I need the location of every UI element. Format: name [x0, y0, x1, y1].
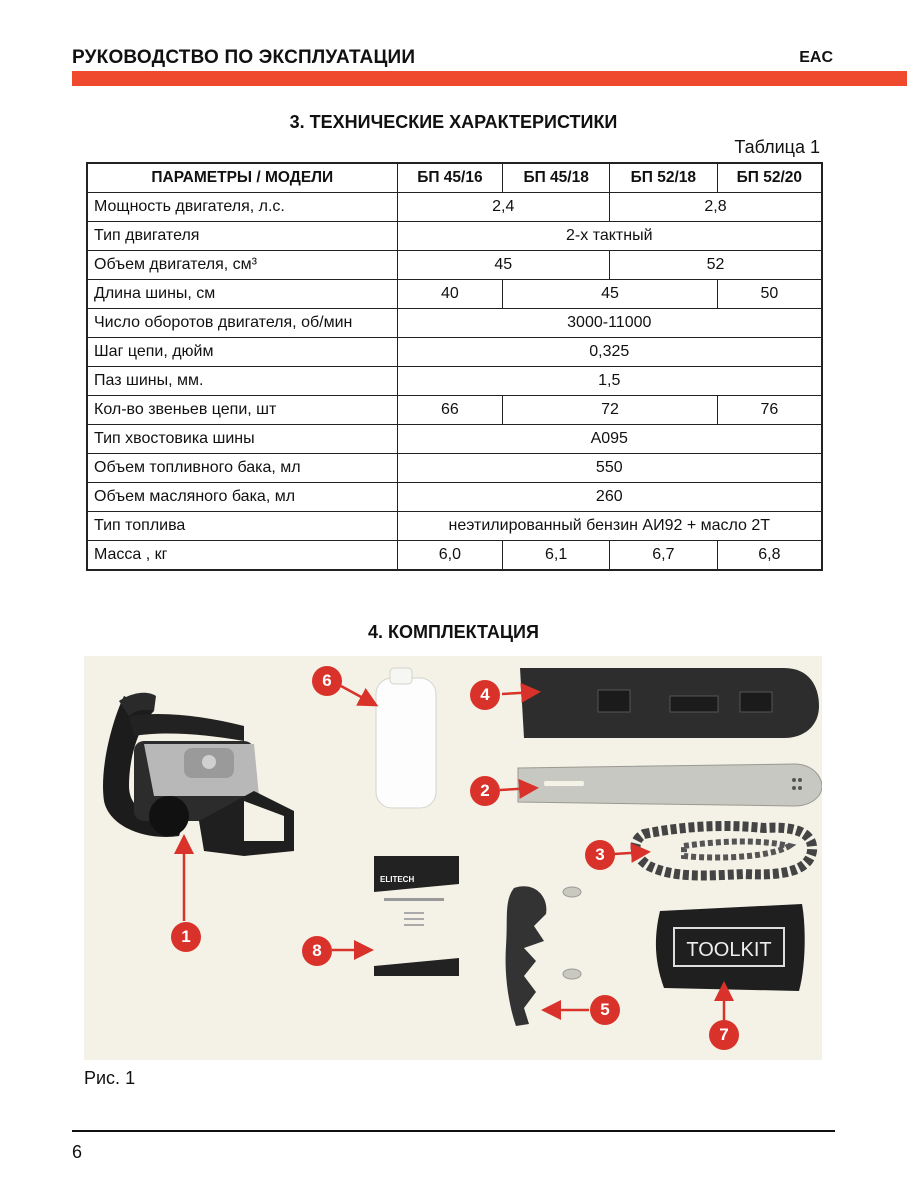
table-row [87, 251, 822, 280]
param-label: Кол-во звеньев цепи, шт [87, 396, 397, 425]
value-cell: 50 [717, 280, 822, 309]
table-row [87, 280, 822, 309]
param-label: Тип топлива [87, 512, 397, 541]
header-param: ПАРАМЕТРЫ / МОДЕЛИ [87, 163, 397, 193]
user-manual-icon [374, 856, 459, 976]
table-row [87, 338, 822, 367]
table-row [87, 541, 822, 571]
param-label: Масса , кг [87, 541, 397, 571]
param-label: Длина шины, см [87, 280, 397, 309]
value-cell: 260 [397, 483, 822, 512]
header-model: БП 52/20 [717, 163, 822, 193]
value-cell: 45 [503, 280, 717, 309]
table-row [87, 454, 822, 483]
param-label: Объем топливного бака, мл [87, 454, 397, 483]
eac-mark: EAC [799, 49, 833, 66]
toolkit-label: TOOLKIT [686, 939, 772, 961]
table-row [87, 309, 822, 338]
value-cell: A095 [397, 425, 822, 454]
param-label: Тип хвостовика шины [87, 425, 397, 454]
spec-table [86, 162, 823, 571]
footer-rule [72, 1130, 835, 1132]
param-label: Объем двигателя, см³ [87, 251, 397, 280]
table-row [87, 483, 822, 512]
callout-6: 6 [312, 666, 342, 696]
page-number: 6 [72, 1142, 83, 1162]
chain-catcher-icon [506, 886, 581, 1026]
arrow-6 [341, 686, 374, 704]
manual-brand: ELITECH [380, 875, 415, 884]
table-header-row [87, 163, 822, 193]
value-cell: 6,7 [610, 541, 718, 571]
chainsaw-icon [103, 693, 294, 856]
value-cell: 2,4 [397, 193, 609, 222]
value-cell: неэтилированный бензин АИ92 + масло 2Т [397, 512, 822, 541]
value-cell: 2-х тактный [397, 222, 822, 251]
table-row [87, 367, 822, 396]
param-label: Паз шины, мм. [87, 367, 397, 396]
header-model: БП 45/16 [397, 163, 503, 193]
header-accent-bar [72, 71, 907, 86]
callout-2: 2 [470, 776, 500, 806]
value-cell: 72 [503, 396, 717, 425]
equipment-photo [84, 656, 822, 1060]
guide-bar-icon [518, 764, 822, 806]
toolkit-bag-icon [656, 904, 805, 991]
value-cell: 76 [717, 396, 822, 425]
value-cell: 3000-11000 [397, 309, 822, 338]
table-row [87, 425, 822, 454]
value-cell: 66 [397, 396, 503, 425]
param-label: Тип двигателя [87, 222, 397, 251]
equipment-illustration [84, 656, 822, 1060]
header-model: БП 52/18 [610, 163, 718, 193]
table-row [87, 512, 822, 541]
header-model: БП 45/18 [503, 163, 610, 193]
param-label: Объем масляного бака, мл [87, 483, 397, 512]
table-row [87, 193, 822, 222]
value-cell: 52 [610, 251, 823, 280]
value-cell: 550 [397, 454, 822, 483]
section-3-title: 3. ТЕХНИЧЕСКИЕ ХАРАКТЕРИСТИКИ [289, 112, 618, 132]
value-cell: 0,325 [397, 338, 822, 367]
bar-cover-icon [520, 668, 819, 738]
value-cell: 2,8 [610, 193, 823, 222]
section-4-title: 4. КОМПЛЕКТАЦИЯ [368, 622, 539, 642]
table-label: Таблица 1 [734, 137, 820, 157]
table-row [87, 222, 822, 251]
value-cell: 6,1 [503, 541, 610, 571]
saw-chain-icon [636, 826, 813, 876]
value-cell: 1,5 [397, 367, 822, 396]
callout-4: 4 [470, 680, 500, 710]
document-header-title: РУКОВОДСТВО ПО ЭКСПЛУАТАЦИИ [72, 47, 416, 68]
value-cell: 45 [397, 251, 609, 280]
param-label: Мощность двигателя, л.с. [87, 193, 397, 222]
param-label: Число оборотов двигателя, об/мин [87, 309, 397, 338]
callout-8: 8 [302, 936, 332, 966]
figure-caption: Рис. 1 [84, 1068, 136, 1088]
value-cell: 40 [397, 280, 503, 309]
callout-3: 3 [585, 840, 615, 870]
value-cell: 6,0 [397, 541, 503, 571]
callout-7: 7 [709, 1020, 739, 1050]
callout-1: 1 [171, 922, 201, 952]
oil-bottle-icon [376, 668, 436, 808]
value-cell: 6,8 [717, 541, 822, 571]
callout-5: 5 [590, 995, 620, 1025]
table-row [87, 396, 822, 425]
param-label: Шаг цепи, дюйм [87, 338, 397, 367]
